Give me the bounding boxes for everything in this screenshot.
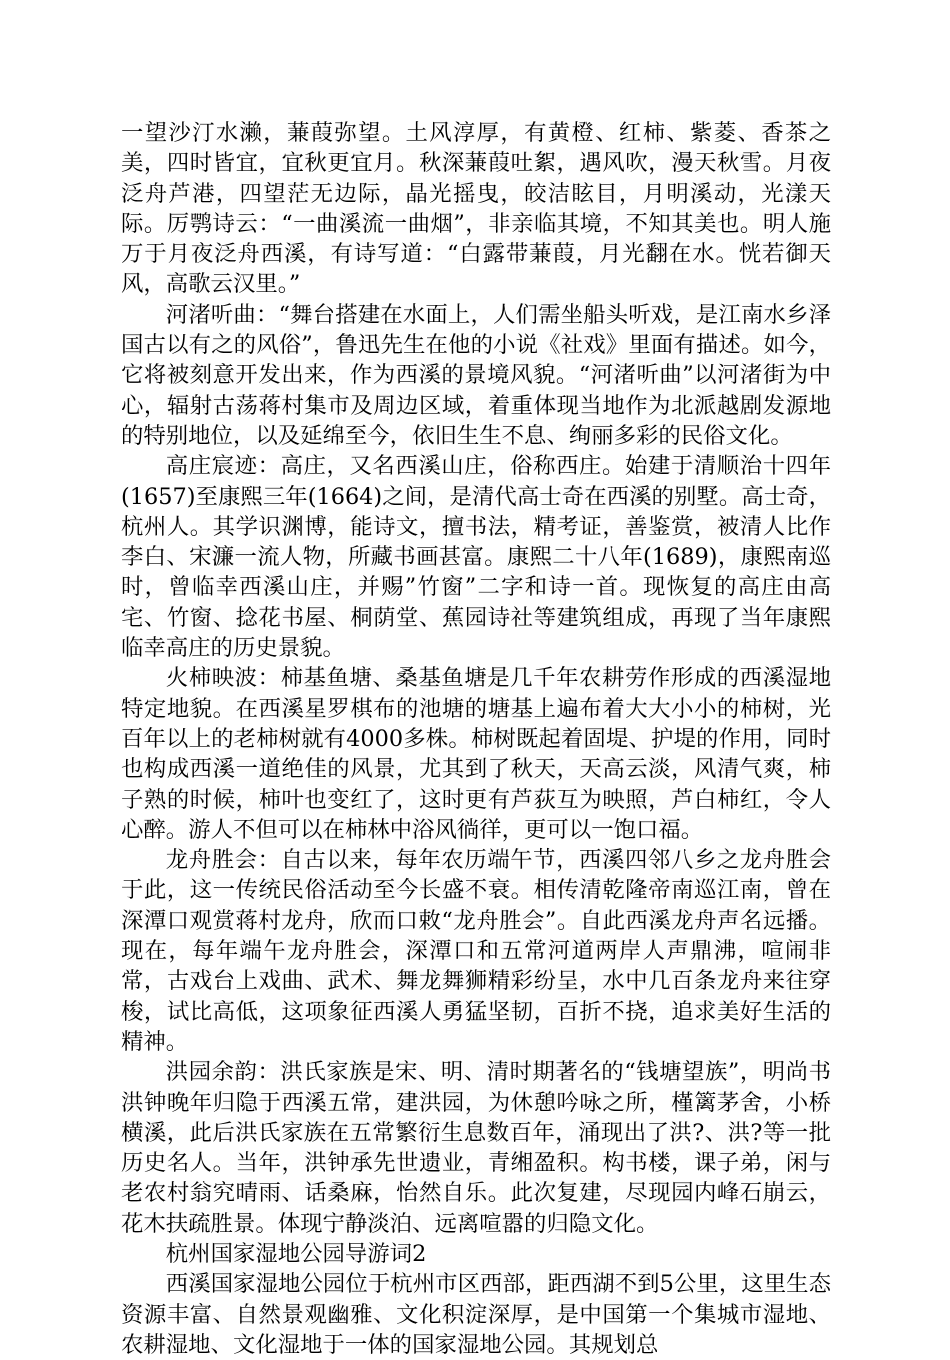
paragraph-huoshi-yingbo: 火柿映波：柿基鱼塘、桑基鱼塘是几千年农耕劳作形成的西溪湿地特定地貌。在西溪星罗棋布的池塘的塘基上遍布着大大小小的柿树，光百年以上的老柿树就有4000多株。柿树既起着固堤、护堤的作用，同时也构成西溪一道绝佳的风景，尤其到了秋天，天高云淡，风清气爽，柿子熟的时候，柿叶也变红了，这时更有芦荻互为映照，芦白柿红，令人心醉。游人不但可以在柿林中浴风徜徉，更可以一饱口福。 bbox=[121, 665, 831, 843]
paragraph-hongyuan-yuyun: 洪园余韵：洪氏家族是宋、明、清时期著名的“钱塘望族”，明尚书洪钟晚年归隐于西溪五常，建洪园，为休憩吟咏之所，槿篱茅舍，小桥横溪，此后洪氏家族在五常繁衍生息数百年，涌现出了洪?、洪?等一批历史名人。当年，洪钟承先世遗业，青缃盈积。构书楼，课子弟，闲与老农村翁究晴雨、话桑麻，怡然自乐。此次复建，尽现园内峰石崩云，花木扶疏胜景。体现宁静淡泊、远离喧嚣的归隐文化。 bbox=[121, 1059, 831, 1237]
document-body bbox=[121, 118, 831, 1360]
paragraph-gaozhuang-chenji: 高庄宸迹：高庄，又名西溪山庄，俗称西庄。始建于清顺治十四年(1657)至康熙三年(1664)之间，是清代高士奇在西溪的别墅。高士奇，杭州人。其学识渊博，能诗文，擅书法，精考证，善鉴赏，被清人比作李白、宋濂一流人物，所藏书画甚富。康熙二十八年(1689)，康熙南巡时，曾临幸西溪山庄，并赐”竹窗”二字和诗一首。现恢复的高庄由高宅、竹窗、捻花书屋、桐荫堂、蕉园诗社等建筑组成，再现了当年康熙临幸高庄的历史景貌。 bbox=[121, 453, 831, 662]
paragraph-longzhou-shenghui: 龙舟胜会：自古以来，每年农历端午节，西溪四邻八乡之龙舟胜会于此，这一传统民俗活动至今长盛不衰。相传清乾隆帝南巡江南，曾在深潭口观赏蒋村龙舟，欣而口敕“龙舟胜会”。自此西溪龙舟声名远播。现在，每年端午龙舟胜会，深潭口和五常河道两岸人声鼎沸，喧闹非常，古戏台上戏曲、武术、舞龙舞狮精彩纷呈，水中几百条龙舟来往穿梭，试比高低，这项象征西溪人勇猛坚韧，百折不挠，追求美好生活的精神。 bbox=[121, 847, 831, 1055]
paragraph-hezhu-tingqu: 河渚听曲：“舞台搭建在水面上，人们需坐船头听戏，是江南水乡泽国古以有之的风俗”，鲁迅先生在他的小说《社戏》里面有描述。如今，它将被刻意开发出来，作为西溪的景境风貌。“河渚听曲”以河渚街为中心，辐射古荡蒋村集市及周边区域，着重体现当地作为北派越剧发源地的特别地位，以及延绵至今，依旧生生不息、绚丽多彩的民俗文化。 bbox=[121, 301, 831, 449]
section-heading: 杭州国家湿地公园导游词2 bbox=[165, 1240, 427, 1267]
paragraph-xixi-autumn-scenery: 一望沙汀水濑，蒹葭弥望。土风淳厚，有黄橙、红柿、紫菱、香茶之美，四时皆宜，宜秋更宜月。秋深蒹葭吐絮，遇风吹，漫天秋雪。月夜泛舟芦港，四望茫无边际，晶光摇曳，皎洁眩目，月明溪动，光漾天际。厉鹗诗云：“一曲溪流一曲烟”，非亲临其境，不知其美也。明人施万于月夜泛舟西溪，有诗写道：“白露带蒹葭，月光翻在水。恍若御天风，高歌云汉里。” bbox=[121, 120, 831, 298]
paragraph-xixi-intro: 西溪国家湿地公园位于杭州市区西部，距西湖不到5公里，这里生态资源丰富、自然景观幽雅、文化积淀深厚，是中国第一个集城市湿地、农耕湿地、文化湿地于一体的国家湿地公园。其规划总 bbox=[121, 1271, 831, 1358]
